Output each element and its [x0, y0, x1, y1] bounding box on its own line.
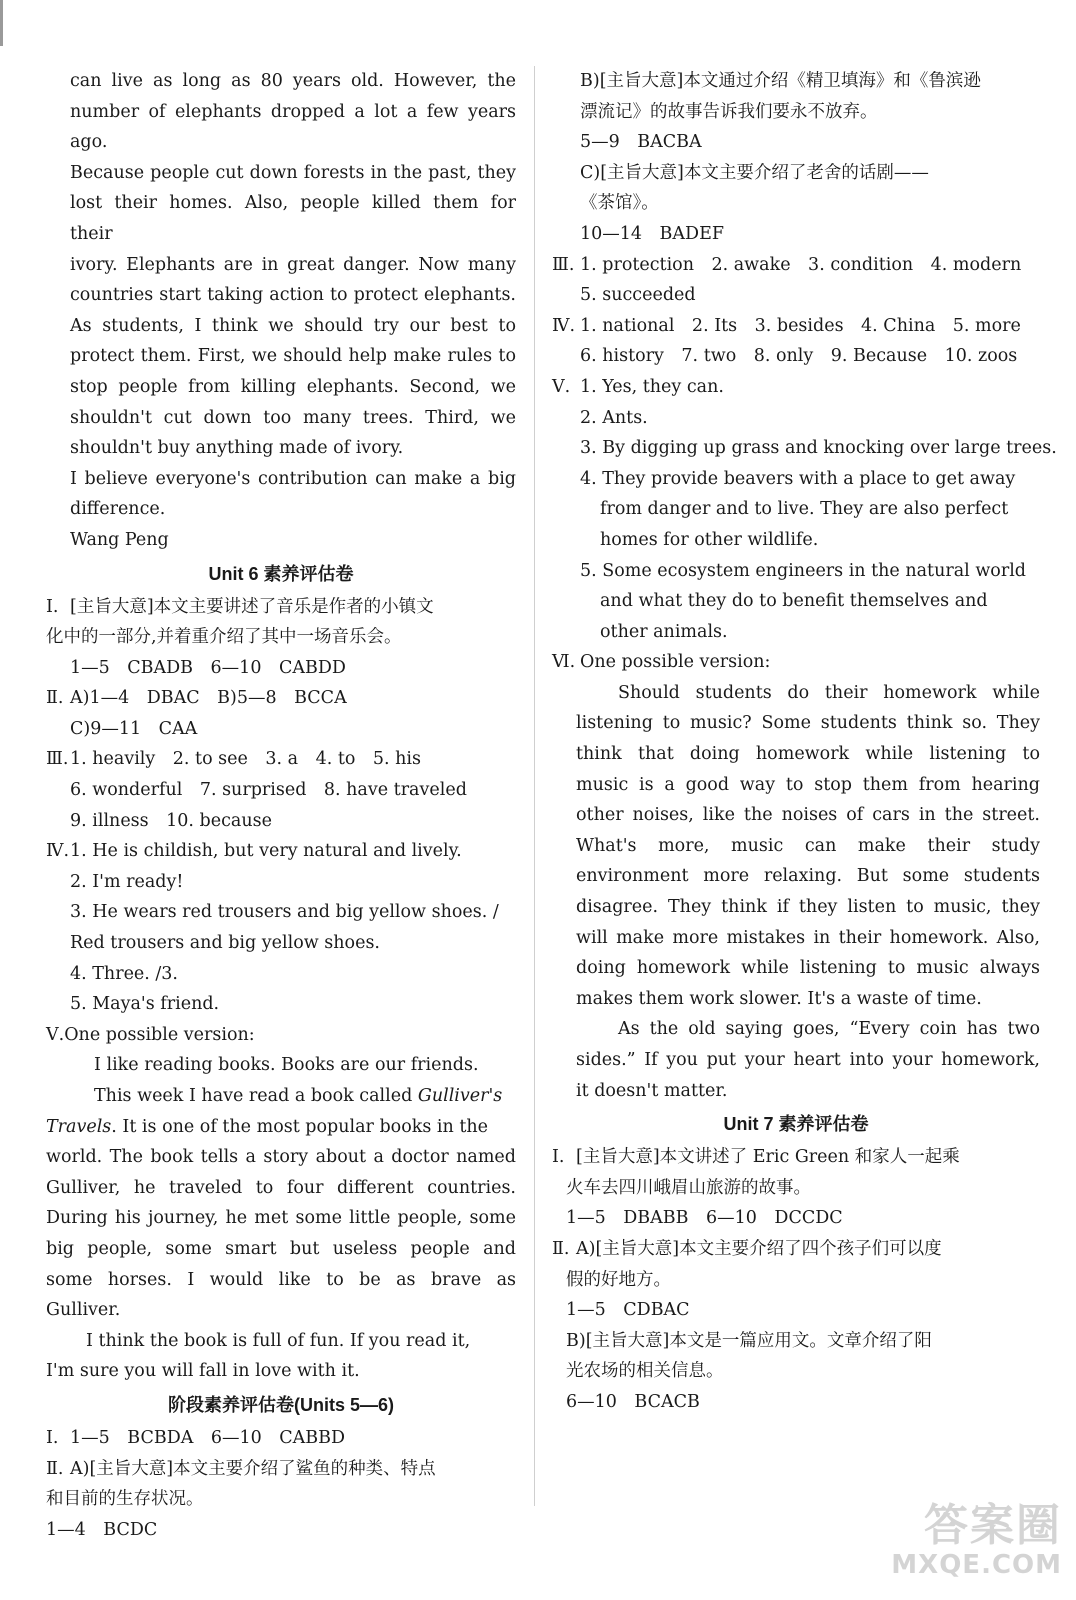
answer-line: 1—5 CBADB 6—10 CABDD [70, 657, 346, 678]
watermark-text: 答案圈 [924, 1500, 1062, 1551]
right-section-5 [552, 372, 1057, 647]
section-number: Ⅱ. [46, 688, 64, 709]
answer-line: C)9—11 CAA [70, 718, 198, 739]
answer-line: 2. I'm ready! [70, 871, 184, 892]
summary-text: A)[主旨大意]本文主要介绍了四个孩子们可以度 [576, 1238, 942, 1259]
essay-line: This week I have read a book called Gulliver's [94, 1086, 503, 1106]
essay-line: disagree. They think if they listen to music, they [576, 897, 1040, 918]
section-number: Ⅲ. [46, 749, 69, 770]
summary-text: 火车去四川峨眉山旅游的故事。 [566, 1177, 811, 1198]
answer-line: 6—10 BCACB [566, 1391, 700, 1412]
section-number: Ⅳ. [46, 841, 70, 862]
essay-line: I think the book is full of fun. If you read it, [86, 1330, 471, 1351]
watermark-logo [852, 1502, 1062, 1592]
unit6-heading: Unit 6 素养评估卷 [208, 563, 354, 584]
unit6-section-3 [46, 744, 516, 836]
section-number: Ⅴ. [46, 1024, 65, 1045]
essay-line: I'm sure you will fall in love with it. [46, 1361, 360, 1382]
essay-line: listening to music? Some students think so. They [576, 713, 1040, 734]
answer-line: Red trousers and big yellow shoes. [70, 933, 380, 954]
answer-line: 3. He wears red trousers and big yellow shoes. / [70, 902, 499, 923]
answer-line: from danger and to live. They are also perfect [600, 499, 1009, 520]
answer-line: 1. He is childish, but very natural and lively. [70, 841, 462, 862]
unit6-section-1 [46, 592, 516, 684]
version-label: One possible version: [580, 652, 771, 673]
answer-line: 6. wonderful 7. surprised 8. have traveled [70, 780, 467, 801]
summary-text: [主旨大意]本文主要讲述了音乐是作者的小镇文 [70, 596, 434, 617]
column-divider [534, 66, 535, 1506]
answer-line: 3. By digging up grass and knocking over large trees. [580, 438, 1057, 459]
stage-section-2 [46, 1454, 516, 1546]
essay-line: think that doing homework while listening to [576, 744, 1040, 765]
essay-line: shouldn't buy anything made of ivory. [70, 438, 404, 459]
elephant-essay-end [46, 66, 516, 556]
section-number: Ⅴ. [552, 376, 571, 397]
essay-line: Travels. It is one of the most popular books in the [46, 1116, 488, 1137]
essay-line: lost their homes. Also, people killed them for their [70, 193, 516, 244]
summary-text: 光农场的相关信息。 [566, 1361, 724, 1382]
essay-line: What's more, music can make their study [576, 835, 1040, 856]
section-number: Ⅰ. [46, 596, 59, 617]
section-number: Ⅱ. [46, 1458, 64, 1479]
essay-line: As the old saying goes, “Every coin has two [618, 1019, 1040, 1040]
unit6-section-5 [46, 1020, 516, 1387]
essay-line: will make more mistakes in their homework. Also, [576, 927, 1040, 948]
essay-line: big people, some smart but useless people and [46, 1238, 516, 1259]
essay-line: some horses. I would like to be as brave as [46, 1269, 516, 1290]
answer-line: homes for other wildlife. [600, 529, 819, 550]
essay-line: stop people from killing elephants. Second, we [70, 376, 516, 397]
essay-line: makes them work slower. It's a waste of time. [576, 988, 982, 1009]
section-number: Ⅰ. [46, 1427, 59, 1448]
summary-text: C)[主旨大意]本文主要介绍了老舍的话剧—— [580, 162, 929, 183]
essay-line: protect them. First, we should help make rules to [70, 346, 516, 367]
summary-text: [主旨大意]本文讲述了 Eric Green 和家人一起乘 [576, 1147, 960, 1168]
essay-line: As students, I think we should try our best to [70, 315, 516, 336]
answer-line: 1—5 DBABB 6—10 DCCDC [566, 1208, 843, 1229]
essay-line: doing homework while listening to music always [576, 958, 1040, 979]
essay-line: Should students do their homework while [618, 682, 1040, 703]
unit6-section-2 [46, 683, 516, 744]
essay-line: environment more relaxing. But some students [576, 866, 1040, 887]
answer-line: and what they do to benefit themselves and [600, 591, 988, 612]
answer-line: 10—14 BADEF [580, 223, 724, 244]
answer-line: 6. history 7. two 8. only 9. Because 10. zoos [580, 346, 1018, 367]
watermark-url: MXQE.COM [891, 1550, 1062, 1580]
answer-line: 1—5 CDBAC [566, 1300, 690, 1321]
essay-line: Gulliver, he traveled to four different countries. [46, 1177, 516, 1198]
essay-signature: Wang Peng [70, 529, 169, 550]
answer-line: 5—9 BACBA [580, 132, 702, 153]
essay-line: music is a good way to stop them from hearing [576, 774, 1040, 795]
right-column [552, 66, 1057, 1418]
right-section-4 [552, 311, 1040, 372]
right-section-3 [552, 250, 1040, 311]
unit7-section-1 [552, 1142, 1040, 1234]
unit6-section-4 [46, 836, 516, 1020]
answer-line: 1. Yes, they can. [580, 376, 724, 397]
essay-line: other noises, like the noises of cars in the street. [576, 805, 1040, 826]
essay-line: world. The book tells a story about a doctor named [46, 1147, 516, 1168]
answer-line: 2. Ants. [580, 407, 648, 428]
essay-line: ivory. Elephants are in great danger. Now many [70, 254, 516, 275]
left-column [46, 66, 516, 1545]
essay-line: sides.” If you put your heart into your homework, [576, 1050, 1040, 1070]
essay-line: it doesn't matter. [576, 1080, 728, 1101]
essay-line: number of elephants dropped a lot a few years ago. [70, 101, 516, 153]
stage-heading: 阶段素养评估卷(Units 5—6) [167, 1394, 394, 1415]
summary-text: 漂流记》的故事告诉我们要永不放弃。 [580, 101, 878, 122]
essay-line: shouldn't cut down too many trees. Third, we [70, 407, 516, 428]
essay-line: difference. [70, 499, 166, 520]
essay-line: Because people cut down forests in the past, they [70, 162, 516, 183]
answer-line: 1. protection 2. awake 3. condition 4. modern [580, 254, 1022, 275]
unit7-section-2 [552, 1234, 1040, 1418]
section-number: Ⅵ. [552, 652, 576, 673]
answer-line: 5. succeeded [580, 285, 696, 306]
summary-text: 假的好地方。 [566, 1269, 671, 1290]
book-title: Gulliver's [417, 1086, 503, 1106]
essay-line: I like reading books. Books are our friends. [94, 1055, 479, 1076]
answer-line: 4. They provide beavers with a place to get away [580, 468, 1016, 489]
summary-text: 《茶馆》。 [580, 193, 659, 214]
essay-line: countries start taking action to protect elephants. [70, 285, 516, 306]
essay-line: Gulliver. [46, 1300, 121, 1321]
continued-answers [552, 66, 1040, 250]
book-title: Travels [46, 1116, 112, 1137]
summary-text: A)[主旨大意]本文主要介绍了鲨鱼的种类、特点 [70, 1458, 436, 1479]
right-section-6 [552, 647, 1040, 1106]
summary-text: 和目前的生存状况。 [46, 1489, 204, 1510]
answer-line: 1. heavily 2. to see 3. a 4. to 5. his [70, 749, 421, 770]
summary-text: 化中的一部分,并着重介绍了其中一场音乐会。 [46, 627, 402, 648]
summary-text: B)[主旨大意]本文是一篇应用文。文章介绍了阳 [566, 1330, 932, 1351]
stage-section-1 [46, 1423, 516, 1454]
summary-text: B)[主旨大意]本文通过介绍《精卫填海》和《鲁滨逊 [580, 71, 981, 91]
essay-line: can live as long as 80 years old. However, the [70, 71, 516, 91]
essay-line: During his journey, he met some little people, some [46, 1208, 516, 1229]
unit7-heading: Unit 7 素养评估卷 [723, 1114, 869, 1135]
page-edge-mark [0, 0, 3, 46]
section-number: Ⅲ. [552, 254, 575, 275]
answer-line: 1—4 BCDC [46, 1519, 158, 1540]
answer-line: other animals. [600, 621, 728, 642]
answer-line: A)1—4 DBAC B)5—8 BCCA [70, 688, 347, 709]
answer-line: 5. Maya's friend. [70, 994, 220, 1015]
section-number: Ⅱ. [552, 1238, 570, 1259]
answer-line: 1. national 2. Its 3. besides 4. China 5. more [580, 315, 1021, 336]
section-number: Ⅳ. [552, 315, 576, 336]
answer-line: 1—5 BCBDA 6—10 CABBD [70, 1427, 346, 1448]
answer-line: 9. illness 10. because [70, 810, 272, 831]
answer-line: 4. Three. /3. [70, 963, 178, 984]
essay-line: I believe everyone's contribution can make a big [70, 468, 516, 489]
version-label: One possible version: [64, 1024, 255, 1045]
answer-line: 5. Some ecosystem engineers in the natural world [580, 560, 1027, 581]
section-number: Ⅰ. [552, 1147, 565, 1168]
